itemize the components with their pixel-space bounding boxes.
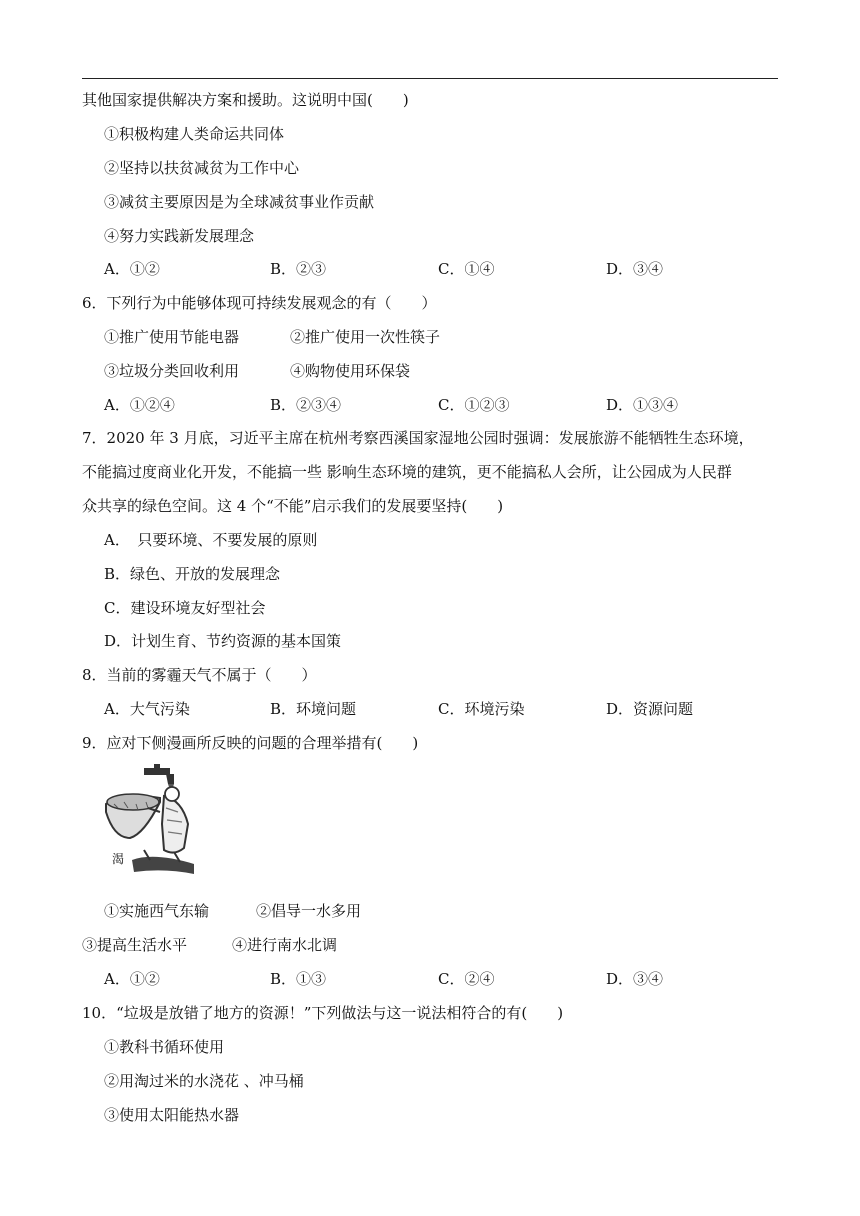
- cartoon-caption: 渴: [112, 852, 125, 866]
- q8-choice-b[interactable]: B．环境问题: [270, 700, 357, 718]
- q10-stem: 10．“垃圾是放错了地方的资源！”下列做法与这一说法相符合的有( ): [82, 1004, 564, 1022]
- q6-stem: 6．下列行为中能够体现可持续发展观念的有（ ）: [82, 294, 437, 312]
- q9-choice-b[interactable]: B．①③: [270, 970, 327, 988]
- q8-choice-d[interactable]: D．资源问题: [606, 700, 694, 718]
- q6-choices: [104, 395, 704, 415]
- q8-choice-a[interactable]: A．大气污染: [104, 700, 190, 718]
- q5-choice-d[interactable]: D．③④: [606, 260, 664, 278]
- q10-statement-1: ①教科书循环使用: [104, 1038, 225, 1056]
- q6-statement-4: ④购物使用环保袋: [290, 362, 411, 380]
- q6-statement-2: ②推广使用一次性筷子: [290, 328, 441, 346]
- q9-statement-2: ②倡导一水多用: [256, 902, 362, 920]
- q10-statement-3: ③使用太阳能热水器: [104, 1106, 240, 1124]
- q9-statement-4: ④进行南水北调: [232, 936, 338, 954]
- q9-stem: 9．应对下侧漫画所反映的问题的合理举措有( ): [82, 734, 419, 752]
- q7-stem-line-1: 7．2020 年 3 月底，习近平主席在杭州考察西溪国家湿地公园时强调：发展旅游不能牺牲生态环境，: [82, 429, 754, 447]
- q6-choice-d[interactable]: D．①③④: [606, 396, 679, 414]
- q7-stem-line-3: 众共享的绿色空间。这 4 个“不能”启示我们的发展要坚持( ): [82, 497, 504, 515]
- q6-statements-row-1: [104, 327, 704, 347]
- q5-statement-1: ①积极构建人类命运共同体: [104, 125, 285, 143]
- q6-choice-c[interactable]: C．①②③: [438, 396, 510, 414]
- q8-choice-c[interactable]: C．环境污染: [438, 700, 525, 718]
- q7-choice-b[interactable]: B．绿色、开放的发展理念: [104, 565, 281, 583]
- q9-statement-3: ③提高生活水平: [82, 936, 188, 954]
- header-rule: [82, 78, 778, 79]
- q9-statements-row-2: [82, 935, 682, 955]
- q9-choices: [104, 969, 704, 989]
- q9-choice-d[interactable]: D．③④: [606, 970, 664, 988]
- q9-choice-a[interactable]: A．①②: [104, 970, 160, 988]
- q7-choice-c[interactable]: C．建设环境友好型社会: [104, 599, 266, 617]
- q10-statement-2: ②用淘过米的水浇花 、冲马桶: [104, 1072, 304, 1090]
- q5-stem-continuation: 其他国家提供解决方案和援助。这说明中国( ): [82, 91, 409, 109]
- q6-statements-row-2: [104, 361, 704, 381]
- q7-stem-line-2: 不能搞过度商业化开发，不能搞一些 影响生态环境的建筑，更不能搞私人会所，让公园成为人民群: [82, 463, 732, 481]
- q6-choice-b[interactable]: B．②③④: [270, 396, 342, 414]
- q8-choices: [104, 699, 704, 719]
- q6-statement-1: ①推广使用节能电器: [104, 328, 240, 346]
- q8-stem: 8．当前的雾霾天气不属于（ ）: [82, 666, 317, 684]
- q6-choice-a[interactable]: A．①②④: [104, 396, 175, 414]
- q5-choice-b[interactable]: B．②③: [270, 260, 327, 278]
- q5-choice-c[interactable]: C．①④: [438, 260, 495, 278]
- q5-choices: [104, 259, 704, 279]
- q6-statement-3: ③垃圾分类回收利用: [104, 362, 240, 380]
- q9-choice-c[interactable]: C．②④: [438, 970, 495, 988]
- q5-choice-a[interactable]: A．①②: [104, 260, 160, 278]
- q5-statement-2: ②坚持以扶贫减贫为工作中心: [104, 159, 300, 177]
- q5-statement-3: ③减贫主要原因是为全球减贫事业作贡献: [104, 193, 375, 211]
- q7-choice-d[interactable]: D．计划生育、节约资源的基本国策: [104, 632, 342, 650]
- q5-statement-4: ④努力实践新发展理念: [104, 227, 255, 245]
- q9-statements-row-1: [104, 901, 704, 921]
- q7-choice-a[interactable]: A． 只要环境、不要发展的原则: [104, 531, 318, 549]
- q9-statement-1: ①实施西气东输: [104, 902, 210, 920]
